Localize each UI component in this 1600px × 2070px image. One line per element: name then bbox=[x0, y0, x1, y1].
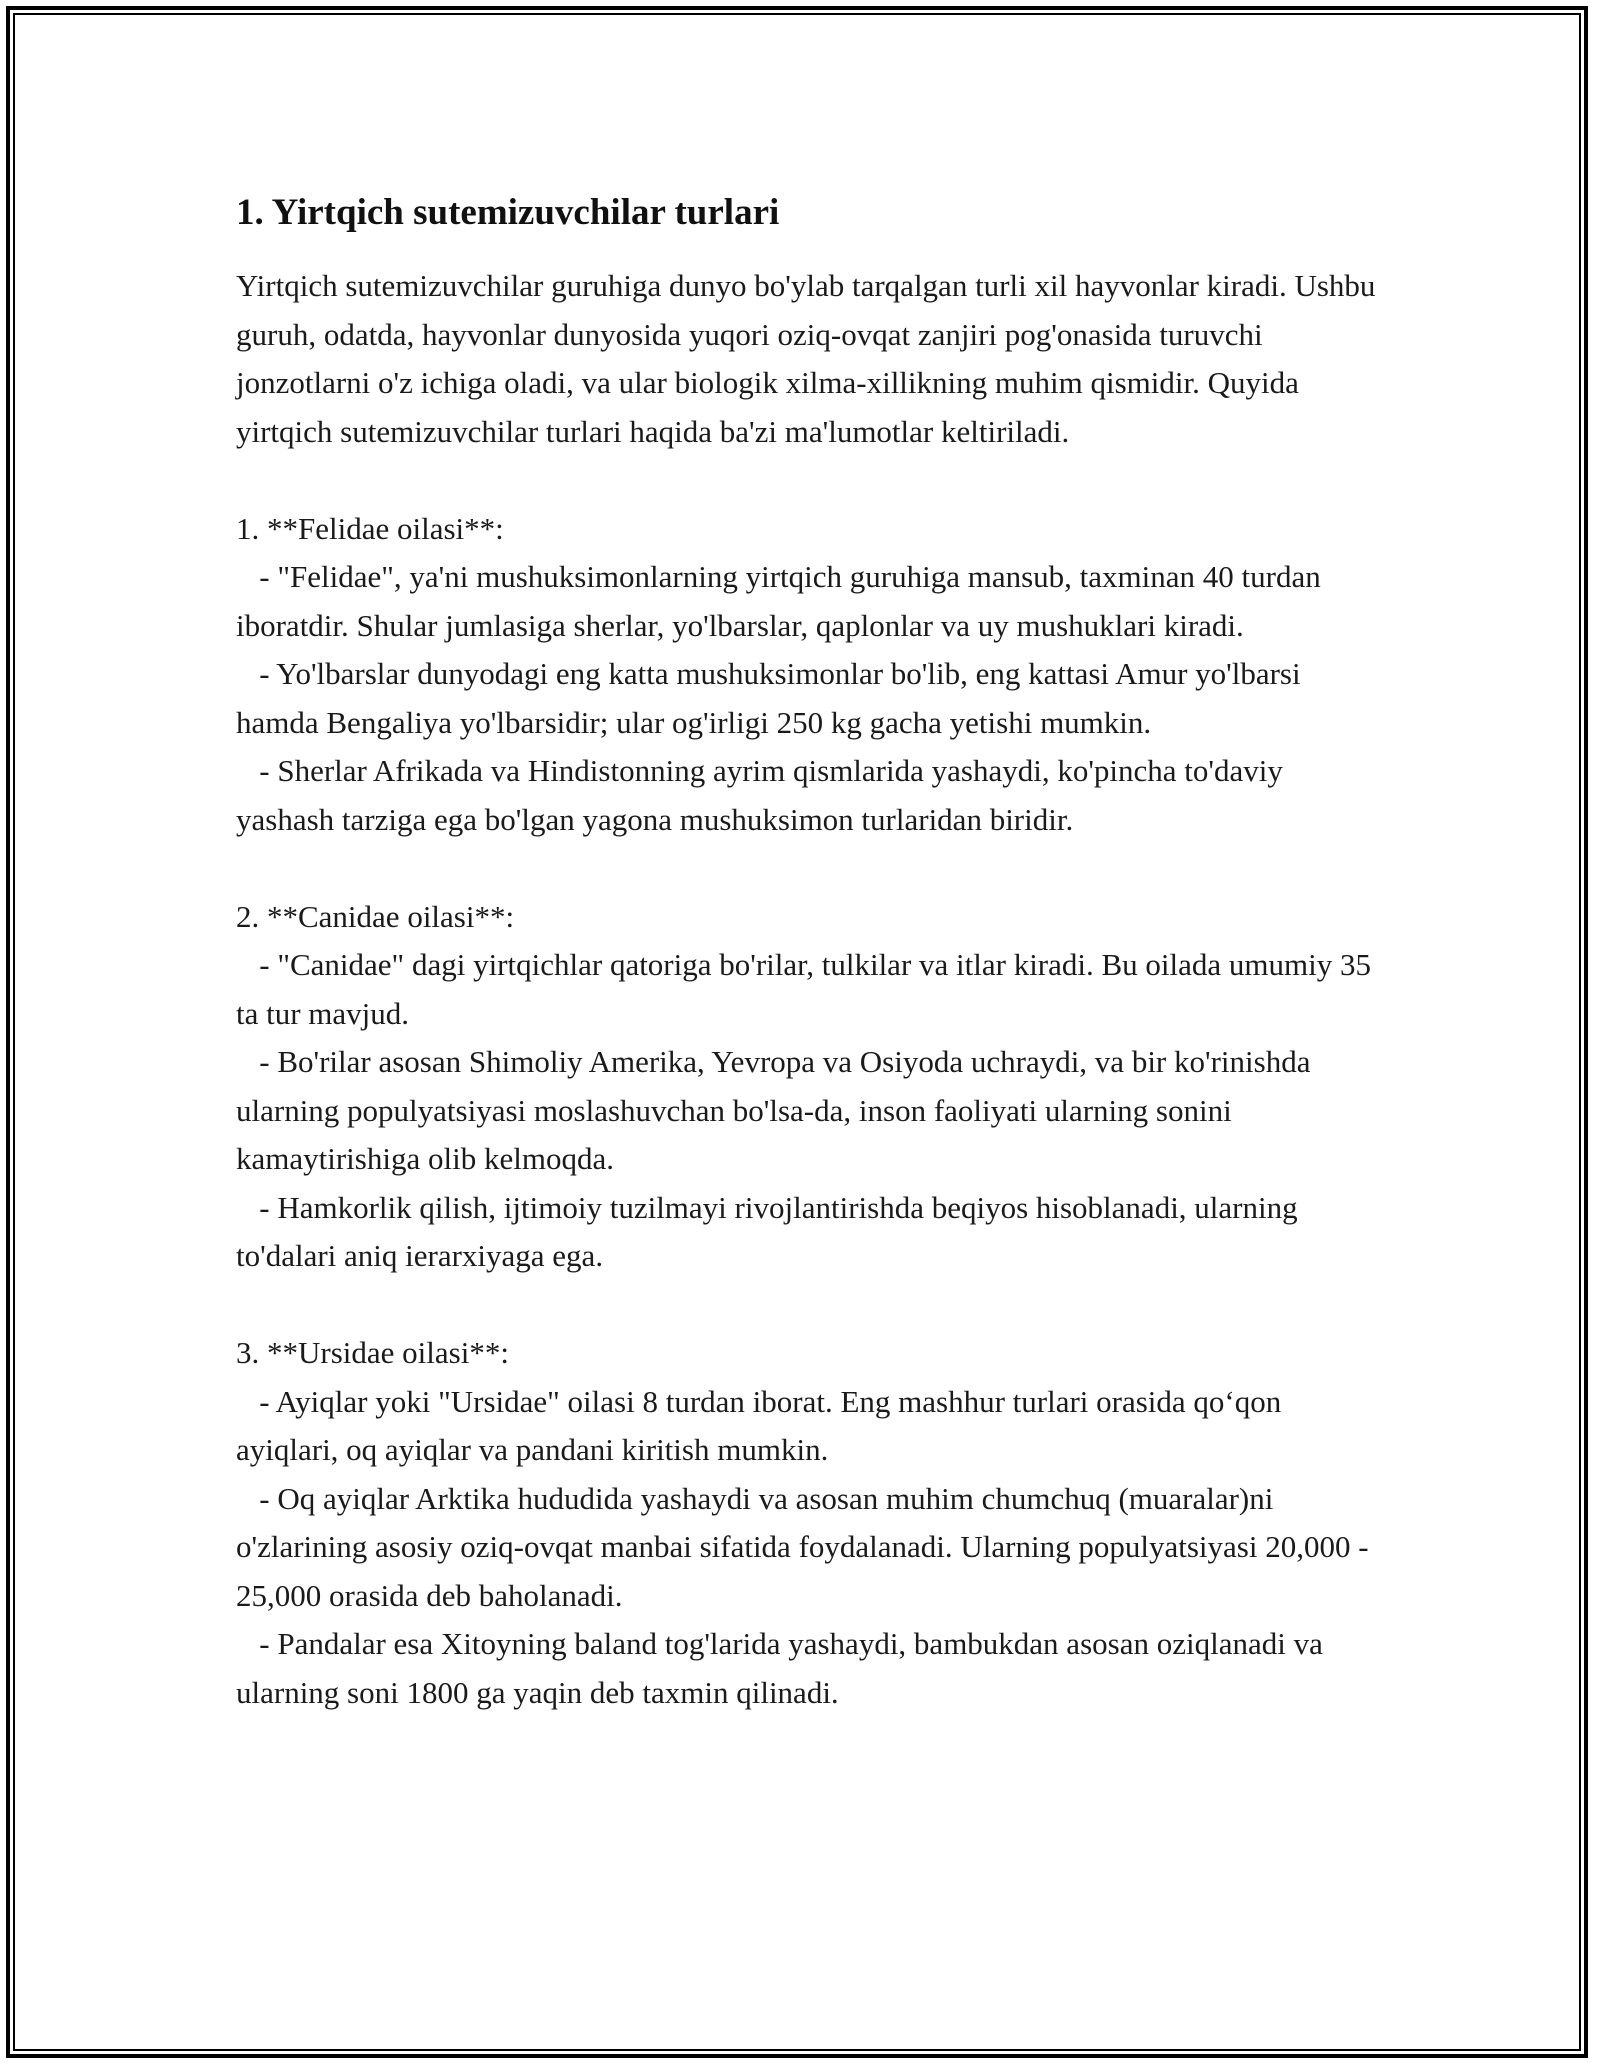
spacer bbox=[236, 844, 1386, 893]
document-body bbox=[236, 188, 1386, 1717]
spacer bbox=[236, 1281, 1386, 1330]
list-item: - "Felidae", ya'ni mushuksimonlarning yirtqich guruhiga mansub, taxminan 40 turdan iboratdir. Shular jumlasiga sherlar, yo'lbarslar, qaplonlar va uy mushuklari kiradi. bbox=[236, 559, 1329, 643]
list-item: - Oq ayiqlar Arktika hududida yashaydi va asosan muhim chumchuq (muaralar)ni o'zlarining asosiy oziq-ovqat manbai sifatida foydalanadi. Ularning populyatsiyasi 20,000 - 25,000 orasida deb baholanadi. bbox=[236, 1480, 1377, 1613]
list-item: - Yo'lbarslar dunyodagi eng katta mushuksimonlar bo'lib, eng kattasi Amur yo'lbarsi hamda Bengaliya yo'lbarsidir; ular og'irligi 250 kg gacha yetishi mumkin. bbox=[236, 656, 1309, 740]
list-item: - Sherlar Afrikada va Hindistonning ayrim qismlarida yashaydi, ko'pincha to'daviy yashash tarziga ega bo'lgan yagona mushuksimon turlaridan biridir. bbox=[236, 753, 1291, 837]
list-item: - "Canidae" dagi yirtqichlar qatoriga bo'rilar, tulkilar va itlar kiradi. Bu oilada umumiy 35 ta tur mavjud. bbox=[236, 947, 1379, 1031]
list-item: - Pandalar esa Xitoyning baland tog'larida yashaydi, bambukdan asosan oziqlanadi va ularning soni 1800 ga yaqin deb taxmin qilinadi. bbox=[236, 1626, 1331, 1710]
section-title: 2. **Canidae oilasi**: bbox=[236, 898, 515, 934]
list-item: - Ayiqlar yoki "Ursidae" oilasi 8 turdan iborat. Eng mashhur turlari orasida qo‘qon ayiqlari, oq ayiqlar va pandani kiritish mumkin. bbox=[236, 1383, 1289, 1467]
section-title: 1. **Felidae oilasi**: bbox=[236, 510, 504, 546]
intro-paragraph: Yirtqich sutemizuvchilar guruhiga dunyo bo'ylab tarqalgan turli xil hayvonlar kiradi. Ushbu guruh, odatda, hayvonlar dunyosida yuqori oziq-ovqat zanjiri pog'onasida turuvchi jonzotlarni o'z ichiga oladi, va ular biologik xilma-xillikning muhim qismidir. Quyida yirtqich sutemizuvchilar turlari haqida ba'zi ma'lumotlar keltiriladi. bbox=[236, 268, 1384, 449]
document-heading: 1. Yirtqich sutemizuvchilar turlari bbox=[236, 192, 780, 233]
list-item: - Bo'rilar asosan Shimoliy Amerika, Yevropa va Osiyoda uchraydi, va bir ko'rinishda ularning populyatsiyasi moslashuvchan bo'lsa-da, inson faoliyati ularning sonini kamaytirishiga olib kelmoqda. bbox=[236, 1044, 1319, 1176]
spacer bbox=[236, 456, 1386, 505]
section-title: 3. **Ursidae oilasi**: bbox=[236, 1335, 509, 1370]
list-item: - Hamkorlik qilish, ijtimoiy tuzilmayi rivojlantirishda beqiyos hisoblanadi, ularning to'dalari aniq ierarxiyaga ega. bbox=[236, 1189, 1306, 1273]
